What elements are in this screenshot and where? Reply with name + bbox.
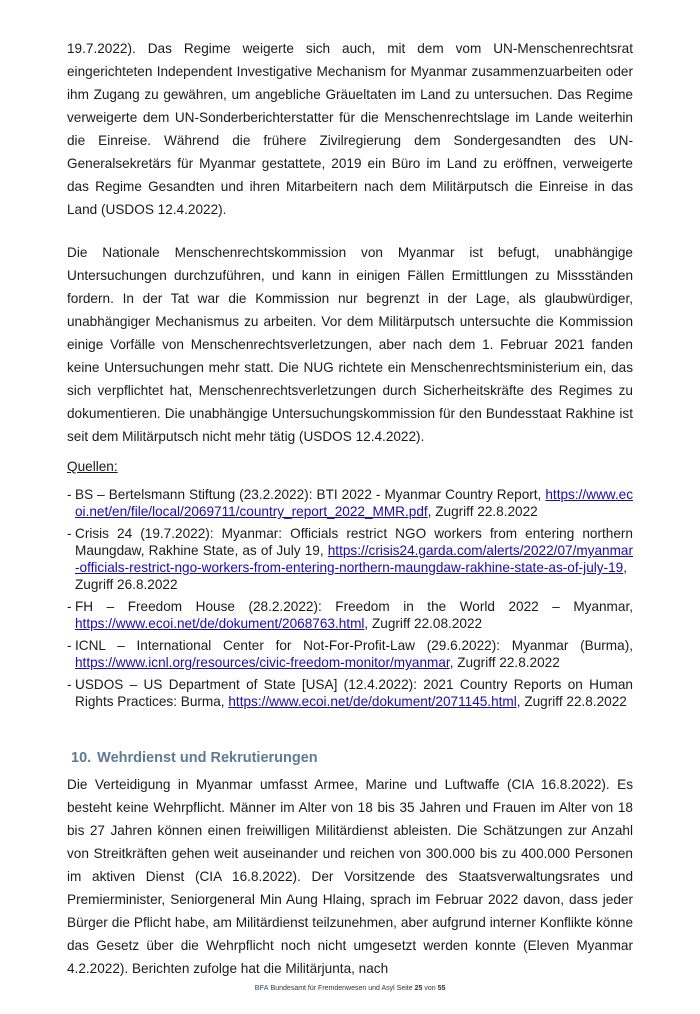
- section-heading: [71, 748, 633, 768]
- section-number: 10.: [71, 750, 92, 766]
- list-dash: -: [67, 487, 72, 502]
- document-page: [67, 0, 633, 980]
- source-access-date: , Zugriff 26.8.2022: [75, 560, 627, 592]
- source-text: FH – Freedom House (28.2.2022): Freedom in the World 2022 – Myanmar,: [75, 599, 633, 614]
- list-dash: -: [67, 526, 72, 541]
- list-dash: -: [67, 638, 72, 653]
- source-text: ICNL – International Center for Not-For-Profit-Law (29.6.2022): Myanmar (Burma),: [75, 638, 633, 653]
- list-dash: -: [67, 599, 72, 614]
- source-link[interactable]: https://www.ecoi.net/en/file/local/2069711/country_report_2022_MMR.pdf: [75, 487, 633, 519]
- source-access-date: , Zugriff 22.8.2022: [449, 655, 560, 670]
- footer-of-label: von: [424, 985, 436, 992]
- list-dash: -: [67, 677, 72, 692]
- source-link[interactable]: https://www.ecoi.net/de/dokument/2068763.html: [75, 616, 365, 631]
- sources-heading: Quellen:: [67, 459, 118, 474]
- source-access-date: , Zugriff 22.08.2022: [364, 616, 483, 631]
- source-item: [67, 676, 633, 710]
- source-text: Crisis 24 (19.7.2022): Myanmar: Officials restrict NGO workers from entering northern Maungdaw, Rakhine State, as of July 19,: [75, 526, 633, 558]
- source-text: BS – Bertelsmann Stiftung (23.2.2022): BTI 2022 - Myanmar Country Report,: [75, 487, 546, 502]
- source-access-date: , Zugriff 22.8.2022: [427, 504, 538, 519]
- footer-page-number: 25: [414, 985, 423, 992]
- source-item: [67, 598, 633, 632]
- section-title: Wehrdienst und Rekrutierungen: [97, 750, 318, 766]
- paragraph: 19.7.2022). Das Regime weigerte sich auch, mit dem vom UN-Menschenrechtsrat eingerichteten Independent Investigative Mechanism for Myanmar zusammenzuarbeiten oder ihm Zugang zu gewähren, um angebliche Gräueltaten im Land zu untersuchen. Das Regime verweigerte dem UN-Sonderberichterstatter für die Menschenrechtslage im Lande weiterhin die Einreise. Während die frühere Zivilregierung dem Sondergesandten des UN-Generalsekretärs für Myanmar gestattete, 2019 ein Büro im Land zu eröffnen, verweigerte das Regime Gesandten und ihren Mitarbeitern nach dem Militärputsch die Einreise in das Land (USDOS 12.4.2022).: [67, 41, 633, 217]
- sources-list: [67, 486, 633, 710]
- source-item: [67, 637, 633, 671]
- bfa-logo: BFA: [254, 985, 269, 992]
- paragraph: Die Verteidigung in Myanmar umfasst Armee, Marine und Luftwaffe (CIA 16.8.2022). Es besteht keine Wehrpflicht. Männer im Alter von 18 bis 35 Jahren und Frauen im Alter von 18 bis 27 Jahren können einen freiwilligen Militärdienst ableisten. Die Schätzungen zur Anzahl von Streitkräften gehen weit auseinander und reichen von 300.000 bis zu 400.000 Personen im aktiven Dienst (CIA 16.8.2022). Der Vorsitzende des Staatsverwaltungsrates und Premierminister, Seniorgeneral Min Aung Hlaing, sprach im Februar 2022 davon, dass jeder Bürger die Pflicht habe, am Militärdienst teilzunehmen, aber aufgrund interner Konflikte könne das Gesetz über die Wehrpflicht noch nicht umgesetzt werden konnte (Eleven Myanmar 4.2.2022). Berichten zufolge hat die Militärjunta, nach: [67, 777, 633, 976]
- source-link[interactable]: https://crisis24.garda.com/alerts/2022/07/myanmar-officials-restrict-ngo-workers-from-entering-northern-maungdaw-rakhine-state-as-of-july-19: [75, 543, 633, 575]
- page-footer: [0, 984, 700, 994]
- source-text: USDOS – US Department of State [USA] (12.4.2022): 2021 Country Reports on Human Rights Practices: Burma,: [75, 677, 633, 709]
- source-item: [67, 486, 633, 520]
- source-link[interactable]: https://www.icnl.org/resources/civic-freedom-monitor/myanmar: [75, 655, 450, 670]
- source-item: [67, 525, 633, 593]
- source-access-date: Zugriff 22.8.2022: [520, 694, 627, 709]
- source-link[interactable]: https://www.ecoi.net/de/dokument/2071145.html,: [228, 694, 521, 709]
- footer-page-label: Seite: [396, 985, 413, 992]
- footer-org: Bundesamt für Fremdenwesen und Asyl: [270, 985, 395, 992]
- footer-page-total: 55: [437, 985, 446, 992]
- paragraph: Die Nationale Menschenrechtskommission von Myanmar ist befugt, unabhängige Untersuchungen durchzuführen, und kann in einigen Fällen Ermittlungen zu Missständen fordern. In der Tat war die Kommission nur begrenzt in der Lage, als glaubwürdiger, unabhängiger Mechanismus zu arbeiten. Vor dem Militärputsch untersuchte die Kommission einige Vorfälle von Menschenrechtsverletzungen, aber nach dem 1. Februar 2021 fanden keine Untersuchungen mehr statt. Die NUG richtete ein Menschenrechtsministerium ein, das sich verpflichtet hat, Menschenrechtsverletzungen durch Sicherheitskräfte des Regimes zu dokumentieren. Die unabhängige Untersuchungskommission für den Bundesstaat Rakhine ist seit dem Militärputsch nicht mehr tätig (USDOS 12.4.2022).: [67, 245, 633, 444]
